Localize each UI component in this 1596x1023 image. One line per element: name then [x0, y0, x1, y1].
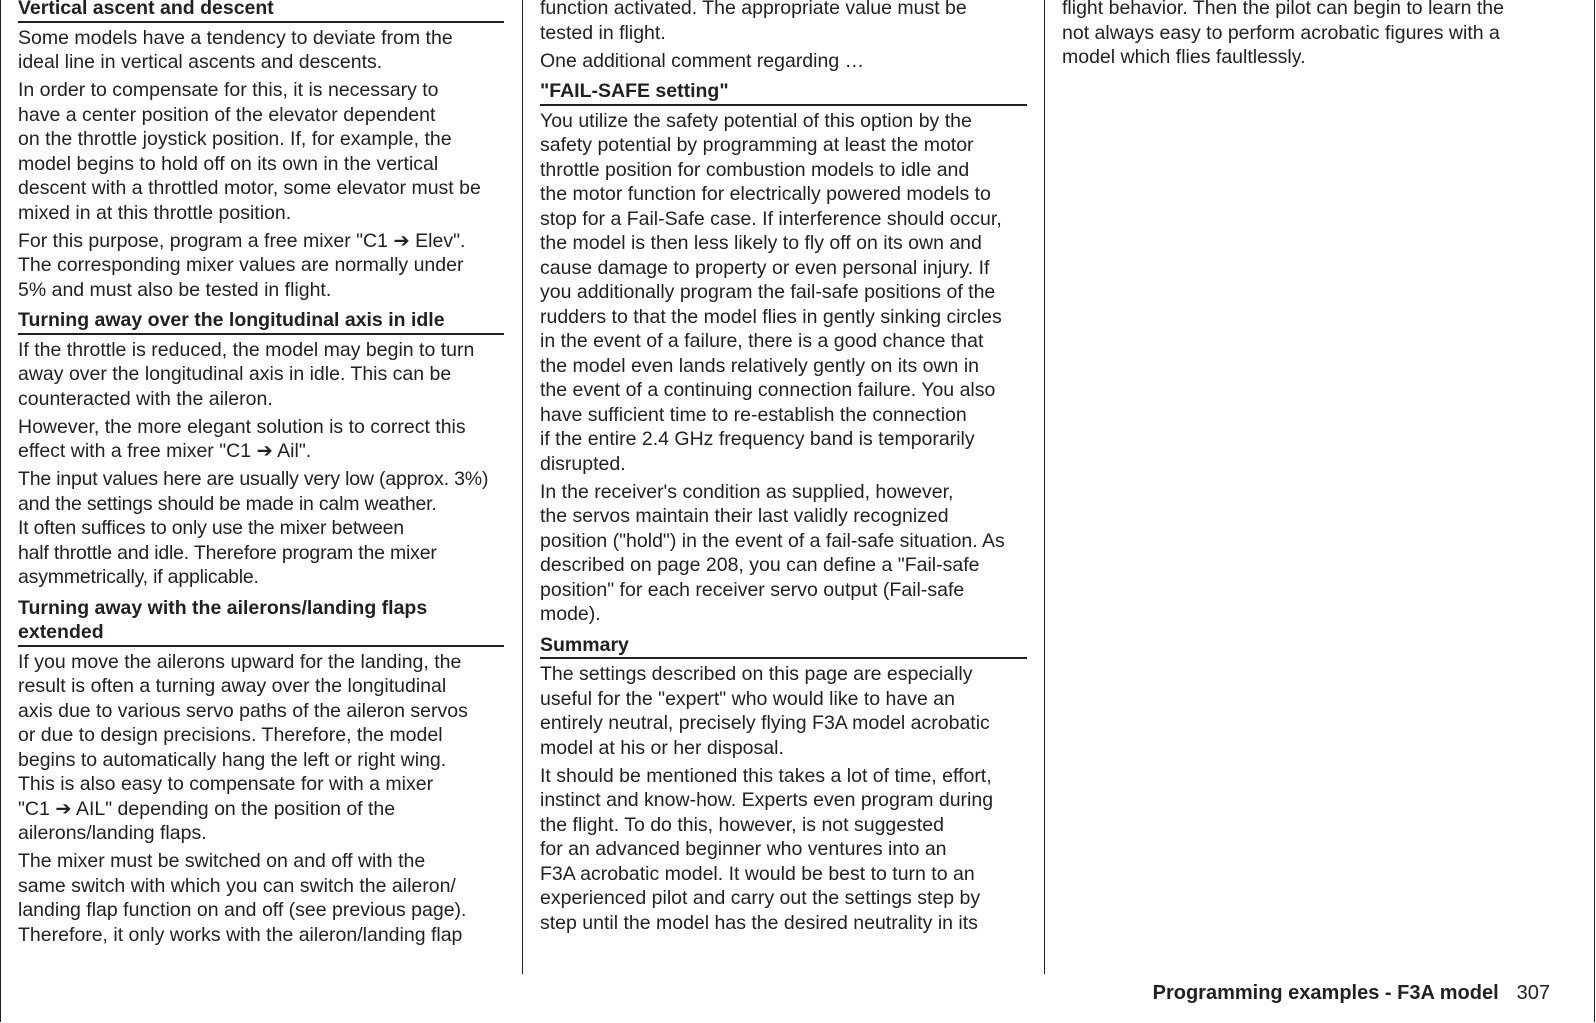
section-heading: Vertical ascent and descent — [18, 0, 504, 23]
section-turning-idle — [18, 308, 504, 590]
paragraph: If the throttle is reduced, the model may begin to turn away over the longitudinal axis in idle. This can be counteracted with the aileron. — [18, 338, 475, 410]
paragraph: You utilize the safety potential of this option by the safety potential by programming at least the motor throttle position for combustion models to idle and the motor function for electrically powered models to stop for a Fail-Safe case. If interference should occur, the model is then less likely to fly off on its own and cause damage to property or even personal injury. If you additionally program the fail-safe positions of the rudders to that the model flies in gently sinking circles in the event of a failure, there is a good chance that the model even lands relatively gently on its own in the event of a continuing connection failure. You also have sufficient time to re-establish the connection if the entire 2.4 GHz frequency band is temporarily disrupted. — [540, 109, 1002, 475]
page-footer — [1153, 981, 1550, 1005]
paragraph: function activated. The appropriate value must be tested in flight. — [540, 0, 967, 44]
continued-text — [1062, 0, 1542, 70]
paragraph: Some models have a tendency to deviate from the ideal line in vertical ascents and descents. — [18, 26, 453, 73]
paragraph: If you move the ailerons upward for the landing, the result is often a turning away over the longitudinal axis due to various servo paths of the aileron servos or due to design precisions. Therefore, the model begins to automatically hang the left or right wing. This is also easy to compensate for with a mixer "C1 ➔ AIL" depending on the position of the ailerons/landing flaps. — [18, 650, 468, 844]
section-heading: Summary — [540, 633, 1027, 660]
section-vertical-ascent — [18, 0, 504, 302]
paragraph: The mixer must be switched on and off with the same switch with which you can switch the aileron/ landing flap function on and off (see previous page). Therefore, it only works with the aileron/landing flap — [18, 850, 467, 946]
text-column-3 — [1062, 0, 1542, 73]
text-column-1 — [18, 0, 504, 951]
footer-title: Programming examples - F3A model — [1152, 982, 1499, 1004]
paragraph: flight behavior. Then the pilot can begin to learn the not always easy to perform acrobatic figures with a model which flies faultlessly. — [1062, 0, 1504, 68]
column-divider — [1044, 0, 1045, 974]
continued-text — [540, 0, 1027, 73]
paragraph: In order to compensate for this, it is necessary to have a center position of the elevator dependent on the throttle joystick position. If, for example, the model begins to hold off on its own in the vertical descent with a throttled motor, some elevator must be mixed in at this throttle position. — [18, 79, 481, 224]
paragraph: One additional comment regarding … — [540, 49, 865, 72]
paragraph: The input values here are usually very low (approx. 3%) and the settings should be made in calm weather. It often suffices to only use the mixer between half throttle and idle. Therefore program the mixer asymmetrically, if applicable. — [18, 468, 489, 588]
column-divider — [522, 0, 523, 974]
paragraph: For this purpose, program a free mixer "C1 ➔ Elev". The corresponding mixer values are normally under 5% and must also be tested in flight. — [18, 229, 466, 301]
paragraph: In the receiver's condition as supplied, however, the servos maintain their last validly recognized position ("hold") in the event of a fail-safe situation. As described on page 208, you can define a "Fail-safe position" for each receiver servo output (Fail-safe mode). — [540, 480, 1005, 625]
section-heading: Turning away with the ailerons/landing flaps extended — [18, 596, 504, 647]
section-summary — [540, 633, 1027, 936]
section-turning-flaps — [18, 596, 504, 948]
page-number: 307 — [1516, 982, 1550, 1004]
section-heading: "FAIL-SAFE setting" — [540, 79, 1027, 106]
paragraph: It should be mentioned this takes a lot of time, effort, instinct and know-how. Experts even program during the flight. To do this, however, is not suggested for an advanced beginner who ventures into an F3A acrobatic model. It would be best to turn to an experienced pilot and carry out the settings step by step until the model has the desired neutrality in its — [540, 764, 994, 934]
section-fail-safe — [540, 79, 1027, 627]
paragraph: However, the more elegant solution is to correct this effect with a free mixer "C1 ➔ Ail". — [18, 415, 466, 462]
section-heading: Turning away over the longitudinal axis in idle — [18, 308, 504, 335]
text-column-2 — [540, 0, 1027, 939]
paragraph: The settings described on this page are especially useful for the "expert" who would like to have an entirely neutral, precisely flying F3A model acrobatic model at his or her disposal. — [540, 663, 990, 759]
